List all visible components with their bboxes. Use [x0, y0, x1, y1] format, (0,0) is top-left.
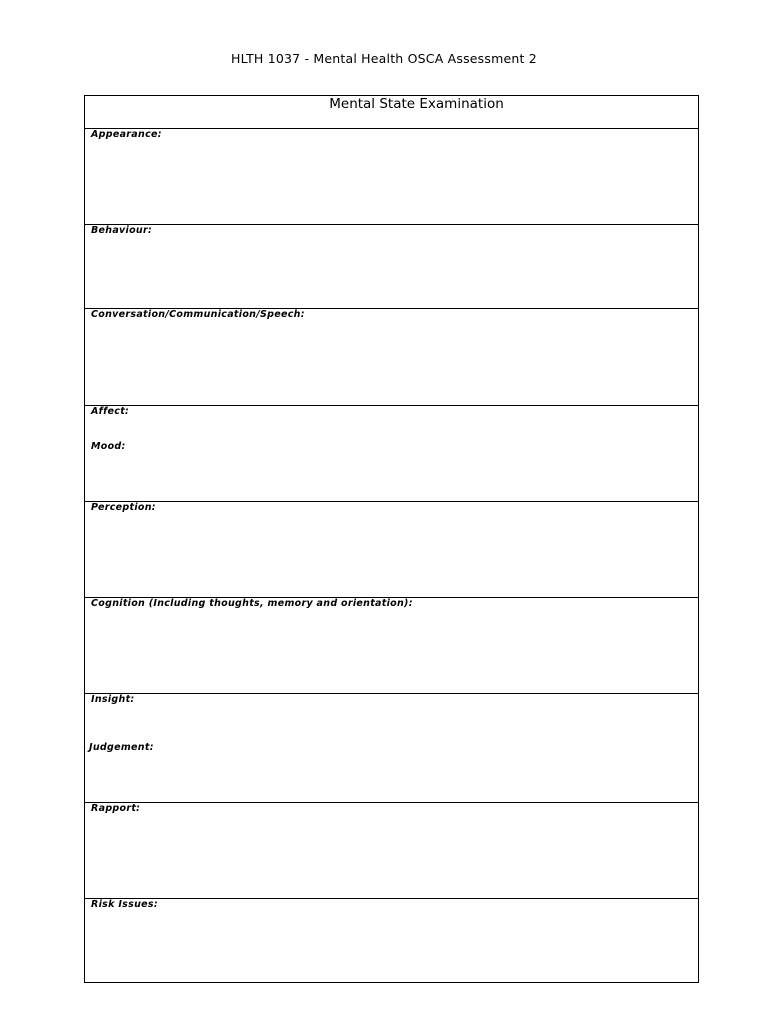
- insight-label: Insight:: [91, 694, 135, 705]
- rapport-label: Rapport:: [91, 803, 141, 814]
- section-conversation[interactable]: [85, 309, 698, 406]
- section-affect-mood[interactable]: [85, 406, 698, 502]
- section-cognition[interactable]: [85, 598, 698, 694]
- section-perception[interactable]: [85, 502, 698, 598]
- risk-issues-label: Risk Issues:: [91, 899, 158, 910]
- form-title-cell: [85, 96, 698, 112]
- mse-form-table: [84, 95, 699, 983]
- behaviour-label: Behaviour:: [91, 225, 153, 236]
- mood-label: Mood:: [91, 441, 126, 452]
- affect-label: Affect:: [91, 406, 130, 417]
- form-title: Mental State Examination: [329, 96, 504, 112]
- cognition-label: Cognition (Including thoughts, memory and orientation):: [91, 598, 413, 609]
- perception-label: Perception:: [91, 502, 156, 513]
- section-rapport[interactable]: [85, 803, 698, 899]
- document-header: HLTH 1037 - Mental Health OSCA Assessment 2: [231, 51, 537, 66]
- section-risk-issues[interactable]: [85, 899, 698, 982]
- section-appearance[interactable]: [85, 129, 698, 225]
- conversation-label: Conversation/Communication/Speech:: [91, 309, 305, 320]
- section-insight-judgement[interactable]: [85, 694, 698, 803]
- section-behaviour[interactable]: [85, 225, 698, 309]
- judgement-label: Judgement:: [89, 742, 154, 753]
- appearance-label: Appearance:: [91, 129, 162, 140]
- form-title-row: [85, 96, 698, 129]
